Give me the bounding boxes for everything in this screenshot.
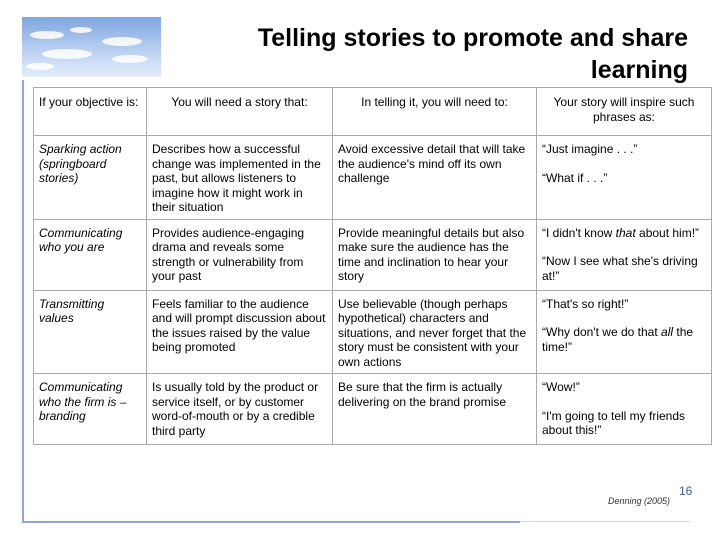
phrases-cell bbox=[537, 290, 712, 374]
header-objective: If your objective is: bbox=[34, 88, 147, 136]
bottom-accent-line-light bbox=[520, 521, 690, 522]
story-types-table bbox=[33, 87, 712, 445]
phrase-1-post: about him!” bbox=[635, 225, 700, 240]
phrase-2-emphasis: all bbox=[661, 325, 674, 339]
phrase-1: “Just imagine . . .” bbox=[542, 142, 638, 156]
phrases-cell bbox=[537, 374, 712, 445]
bottom-accent-line bbox=[22, 521, 520, 523]
header-telling: In telling it, you will need to: bbox=[333, 88, 537, 136]
sky-clouds-image bbox=[22, 17, 161, 77]
phrases-cell bbox=[537, 136, 712, 220]
story-cell: Describes how a successful change was implemented in the past, but allows listeners to imagine how it might work in their situation bbox=[147, 136, 333, 220]
left-accent-line bbox=[22, 80, 24, 522]
phrase-1 bbox=[542, 226, 706, 241]
phrase-2: “What if . . .” bbox=[542, 170, 608, 185]
telling-cell: Be sure that the firm is actually delivering on the brand promise bbox=[333, 374, 537, 445]
header-story: You will need a story that: bbox=[147, 88, 333, 136]
phrase-2: “Now I see what she's driving at!” bbox=[542, 254, 698, 283]
story-cell: Provides audience-engaging drama and reveals some strength or vulnerability from your past bbox=[147, 219, 333, 290]
telling-cell: Avoid excessive detail that will take the audience's mind off its own challenge bbox=[333, 136, 537, 220]
slide-title: Telling stories to promote and share learning bbox=[257, 24, 688, 84]
header-phrases: Your story will inspire such phrases as: bbox=[537, 88, 712, 136]
objective-cell: Communicating who the firm is – branding bbox=[34, 374, 147, 445]
story-cell: Is usually told by the product or service itself, or by customer word-of-mouth or by a credible third party bbox=[147, 374, 333, 445]
phrases-cell bbox=[537, 219, 712, 290]
phrase-2: “I'm going to tell my friends about this!” bbox=[542, 408, 686, 437]
story-cell: Feels familiar to the audience and will prompt discussion about the issues raised by the value being promoted bbox=[147, 290, 333, 374]
objective-cell: Transmitting values bbox=[34, 290, 147, 374]
phrase-1: “Wow!” bbox=[542, 380, 580, 394]
table-row bbox=[34, 136, 712, 220]
table-row bbox=[34, 374, 712, 445]
objective-cell: Communicating who you are bbox=[34, 219, 147, 290]
phrase-2 bbox=[542, 325, 706, 354]
table-row bbox=[34, 290, 712, 374]
slide-number: 16 bbox=[679, 484, 693, 498]
phrase-2-pre: “Why don't we do that bbox=[542, 325, 662, 339]
phrase-1-emphasis: that bbox=[615, 225, 636, 240]
table-header-row bbox=[34, 88, 712, 136]
table-row bbox=[34, 219, 712, 290]
telling-cell: Use believable (though perhaps hypothetical) characters and situations, and never forget that the story must be consistent with your own actions bbox=[333, 290, 537, 374]
citation: Denning (2005) bbox=[608, 496, 671, 506]
phrase-2-post: the time!” bbox=[542, 325, 694, 354]
objective-cell: Sparking action (springboard stories) bbox=[34, 136, 147, 220]
phrase-1-pre: “I didn't know bbox=[542, 225, 616, 240]
telling-cell: Provide meaningful details but also make sure the audience has the time and inclination to hear your story bbox=[333, 219, 537, 290]
phrase-1: “That's so right!” bbox=[542, 296, 629, 311]
